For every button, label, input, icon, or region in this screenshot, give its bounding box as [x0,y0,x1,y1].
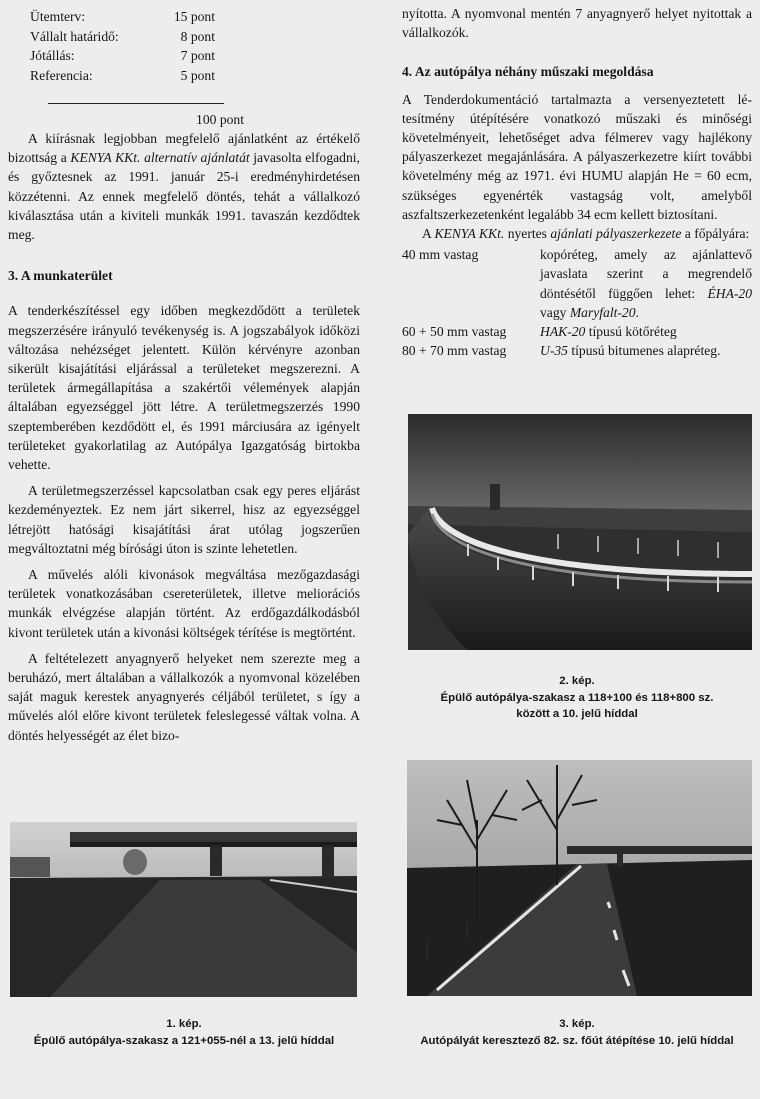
layer-list [402,245,752,360]
text-run: a főpályára: [681,226,750,242]
text-run: . [635,304,639,320]
layer-row [402,245,752,322]
section-heading-4: 4. Az autópálya néhány műszaki megoldása [402,64,654,80]
score-label: Vállalt határidő: [30,28,119,44]
paragraph: nyította. A nyomvonal mentén 7 anyagnyerő helyet nyitottak a vállalkozók. [402,6,752,41]
text-run: típusú kötőréteg [585,324,677,340]
text-run: nyertes [504,226,551,242]
material-name: HAK-20 [540,324,586,340]
layer-description [540,341,752,360]
layer-thickness: 60 + 50 mm vastag [402,324,507,340]
company-name: KENYA KKt. [70,150,141,166]
score-label: Referencia: [30,67,93,83]
figure-2-caption [402,673,752,723]
photo-2-motorway-curve [408,414,752,650]
score-label: Jótállás: [30,48,75,64]
figure-1-caption [8,1016,360,1049]
figure-caption-line: Autópályát keresztező 82. sz. főút átépítése 10. jelű híddal [420,1034,734,1047]
score-table [30,7,215,85]
figure-number: 1. kép. [166,1018,202,1030]
text-run: A kiírásnak legjobban megfelelő ajánlatként az értékelő bizottság a [8,131,360,166]
text-run: A [422,226,435,242]
emphasis: ajánlati pályaszerkezete [550,226,682,242]
paragraph: A tenderkészítéssel egy időben megkezdődött a területek megszerzésére irányuló tevékenység is. A jogszabályok időközi változása nehézséget jelentett. Külön kérvényre azonban sikerült kisajátítási eljárással a területeket megszerezni. A területek ármegállapítása a szakértői vélemények alapján általában egyezséggel jött létre. A területmegszerzés 1990 szeptemberében kezdődött el, és 1991 márciusára az igényelt területeket gyakorlatilag az Autópálya Igazgatóság birtokba vehette. [8,303,360,473]
photo-1-bridge-road [10,822,357,997]
figure-caption-line: Épülő autópálya-szakasz a 118+100 és 118+800 sz. [440,691,714,704]
left-column [8,129,360,745]
figure-number: 2. kép. [559,675,595,687]
figure-number: 3. kép. [559,1018,595,1030]
text-run: kopóréteg, amely az ajánlattevő javaslata szerint a megrendelő döntésétől függően lehet: [540,247,752,301]
right-column [402,4,752,360]
score-row [30,46,215,66]
text-run: javasolta elfogadni, és győztesnek az 1991. január 25-i eredményhirdetésen közzétenni. Az ennek megfelelő döntés, tehát a vállalkozó kiválasztása után a kiviteli munkák 1991. tavaszán kezdődtek meg. [8,150,360,243]
material-name: U-35 [540,343,568,359]
material-name: ÉHA-20 [707,285,752,301]
company-name: KENYA KKt. [434,226,505,242]
score-row [30,66,215,86]
section-heading-3: 3. A munkaterület [8,268,113,284]
paragraph: A feltételezett anyagnyerő helyeket nem szerezte meg a beruházó, mert általában a vállalkozók a nyomvonal közelében saját maguk kerestek anyagnyerés céljából területet, s így a művelés alól előre kivont területek feleslegessé váltak volna. A döntés helyességét az élet bizo- [8,650,360,743]
paragraph [402,224,752,243]
text-run: típusú bitumenes alapréteg. [567,343,721,359]
score-row [30,27,215,47]
paragraph [8,129,360,244]
layer-thickness: 80 + 70 mm vastag [402,343,507,359]
figure-3-caption [402,1016,752,1049]
layer-description [540,322,752,341]
score-value: 15 pont [173,9,215,25]
paragraph: A Tenderdokumentáció tartalmazta a versenyeztetett létesítmény útépítésére vonatkozó műszaki és minőségi követelményeit, lehetőséget adva félmerev vagy hajlékony pályaszerkezet megajánlására. A pályaszerkezetre kiírt további követelmény még az 1971. évi HUMU alapján He = 60 ecm, szükséges egyenérték vastagság volt, amelyből aszfaltszerkezetenként legalább 34 ecm kellett biztosítani. [402,91,752,222]
sum-rule [48,103,224,104]
score-value: 5 pont [180,67,215,83]
paragraph: A területmegszerzéssel kapcsolatban csak egy peres eljárást kezdeményeztek. Ez nem járt sikerrel, hisz az egyezséggel létrejött hatósági kisajátítási árat utólag jogszerűen megváltoztatni még bírósági úton is szinte lehetetlen. [8,483,360,556]
score-value: 7 pont [180,48,215,64]
layer-description [540,245,752,322]
material-name: Maryfalt-20 [569,304,636,320]
emphasis: alternatív ajánlatát [144,150,250,166]
layer-row [402,322,752,341]
layer-thickness: 40 mm vastag [402,247,479,263]
figure-caption-line: Épülő autópálya-szakasz a 121+055-nél a 13. jelű híddal [33,1034,335,1047]
layer-row [402,341,752,360]
photo-3-road-trees [407,760,752,996]
score-label: Ütemterv: [30,9,86,25]
text-run: vagy [540,304,570,320]
paragraph: A művelés alóli kivonások megváltása mezőgazdasági területek vonatkozásában csereterületek, illetve meliorációs munkák elvégzése alapján történt. Az erdőgazdálkodásból kivont területek után a kivonási költségek térítése is megtörtént. [8,567,360,640]
score-row [30,7,215,27]
score-value: 8 pont [180,28,215,44]
figure-caption-line: között a 10. jelű híddal [516,708,638,720]
score-total: 100 pont [196,112,244,127]
